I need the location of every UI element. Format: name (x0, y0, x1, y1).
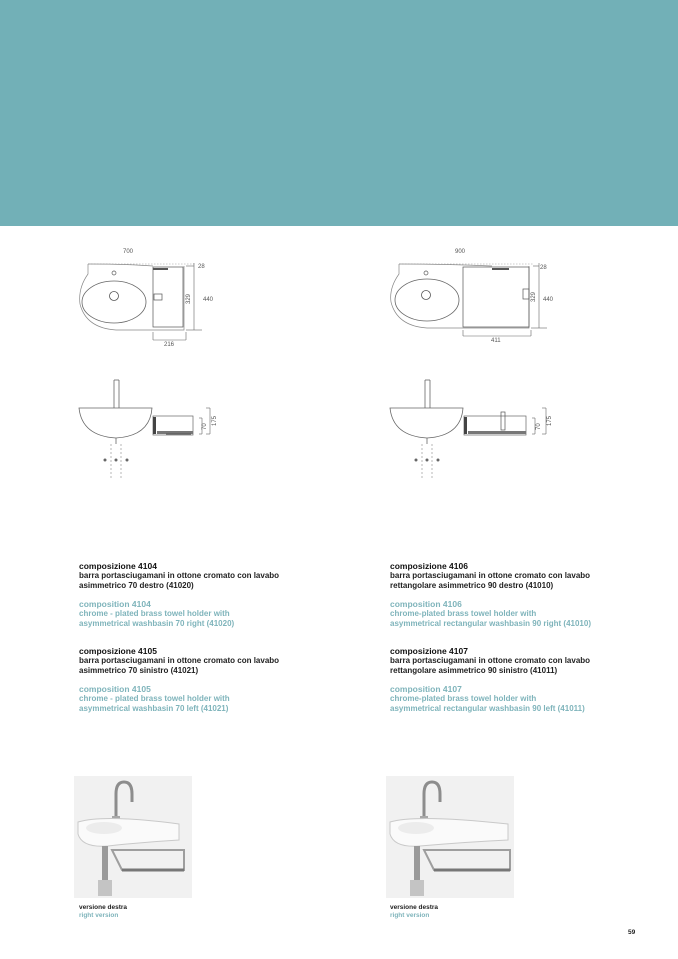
english-description: chrome-plated brass towel holder with (390, 694, 537, 703)
composition-item (390, 646, 678, 714)
english-description: asymmetrical washbasin 70 left (41021) (79, 704, 229, 713)
english-description: asymmetrical washbasin 70 right (41020) (79, 619, 235, 628)
dim-height-large-label: 175 (212, 415, 218, 426)
dim-basin-label: 329 (531, 291, 537, 302)
italian-description: rettangolare asimmetrico 90 destro (41010) (390, 581, 554, 590)
english-title: composition 4104 (79, 599, 151, 609)
english-title: composition 4106 (390, 599, 462, 609)
page-number: 59 (628, 929, 636, 936)
english-title: composition 4107 (390, 684, 462, 694)
photo-caption-right (390, 904, 510, 920)
english-description: asymmetrical rectangular washbasin 90 left (41011) (390, 704, 585, 713)
composition-item (390, 561, 678, 629)
english-description: asymmetrical rectangular washbasin 90 right (41010) (390, 619, 591, 628)
italian-description: barra portasciugamani in ottone cromato con lavabo (79, 571, 280, 580)
italian-title: composizione 4104 (79, 561, 157, 571)
italian-description: rettangolare asimmetrico 90 sinistro (41011) (390, 666, 558, 675)
dim-shelf-label: 28 (540, 265, 547, 271)
composition-item (79, 561, 369, 629)
dim-height-small-label: 70 (202, 423, 208, 430)
caption-italian: versione destra (390, 904, 439, 911)
english-title: composition 4105 (79, 684, 151, 694)
dim-height-small-label: 70 (536, 423, 542, 430)
italian-title: composizione 4105 (79, 646, 157, 656)
italian-description: barra portasciugamani in ottone cromato con lavabo (390, 571, 591, 580)
english-description: chrome - plated brass towel holder with (79, 694, 230, 703)
side-drawing-left (76, 378, 226, 488)
italian-title: composizione 4107 (390, 646, 468, 656)
composition-text-left (79, 561, 369, 714)
dim-depth-label: 440 (203, 297, 214, 303)
dim-offset-label: 216 (164, 342, 175, 348)
composition-text-right (390, 561, 678, 714)
header-banner (0, 0, 678, 226)
product-photo-left (74, 776, 192, 898)
italian-description: barra portasciugamani in ottone cromato con lavabo (79, 656, 280, 665)
product-photo-right (386, 776, 514, 898)
photo-caption-left (79, 904, 199, 920)
dim-width-label: 900 (455, 249, 466, 255)
composition-item (79, 646, 369, 714)
dim-offset-label: 411 (491, 338, 501, 344)
italian-description: barra portasciugamani in ottone cromato con lavabo (390, 656, 591, 665)
dim-depth-label: 440 (543, 297, 554, 303)
plan-drawing-right (387, 244, 557, 354)
plan-drawing-left (76, 244, 226, 354)
dim-shelf-label: 28 (198, 264, 205, 270)
italian-description: asimmetrico 70 sinistro (41021) (79, 666, 199, 675)
caption-english: right version (390, 912, 430, 919)
italian-title: composizione 4106 (390, 561, 468, 571)
english-description: chrome - plated brass towel holder with (79, 609, 230, 618)
dim-basin-label: 329 (186, 293, 192, 304)
dim-height-large-label: 175 (547, 415, 553, 426)
caption-english: right version (79, 912, 119, 919)
caption-italian: versione destra (79, 904, 128, 911)
english-description: chrome-plated brass towel holder with (390, 609, 537, 618)
italian-description: asimmetrico 70 destro (41020) (79, 581, 194, 590)
side-drawing-right (387, 378, 557, 488)
dim-width-label: 700 (123, 249, 134, 255)
